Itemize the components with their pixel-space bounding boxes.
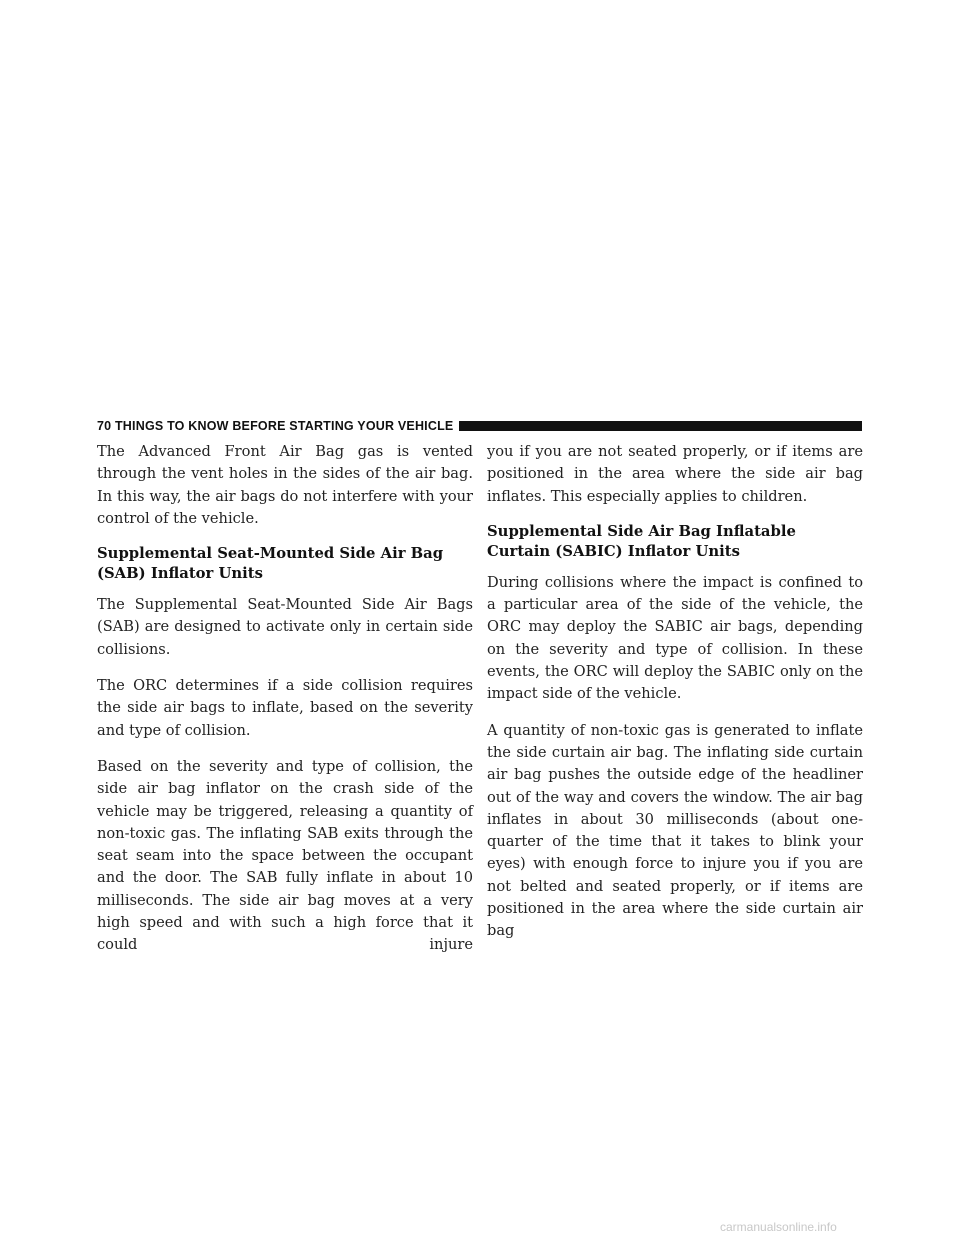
heading-sabic-inflator-units: Supplemental Side Air Bag Inflatable Curtain (SABIC) Inflator Units [487,522,796,560]
right-column [487,441,863,957]
page-number-and-section-title: 70 THINGS TO KNOW BEFORE STARTING YOUR VEHICLE [97,419,454,433]
watermark-text: carmanualsonline.info [720,1220,837,1234]
paragraph-sab-continued: you if you are not seated properly, or if items are positioned in the area where the side air bag inflates. This especially applies to children. [487,443,863,505]
paragraph-sab-designed: The Supplemental Seat-Mounted Side Air Bags (SAB) are designed to activate only in certain side collisions. [97,596,473,658]
paragraph-sabic-inflation: A quantity of non-toxic gas is generated to inflate the side curtain air bag. The inflating side curtain air bag pushes the outside edge of the headliner out of the way and covers the window. The air bag inflates in about 30 milliseconds (about one-quarter of the time that it takes to blink your eyes) with enough force to injure you if you are not belted and seated properly, or if items are positioned in the area where the side curtain air bag [487,721,863,940]
heading-sab-inflator-units: Supplemental Seat-Mounted Side Air Bag (SAB) Inflator Units [97,545,444,583]
header-rule [459,421,862,431]
paragraph-gas-vented: The Advanced Front Air Bag gas is vented through the vent holes in the sides of the air bag. In this way, the air bags do not interfere with your control of the vehicle. [97,443,473,527]
paragraph-sabic-collisions: During collisions where the impact is confined to a particular area of the side of the vehicle, the ORC may deploy the SABIC air bags, depending on the severity and type of collision. In these events, the ORC will deploy the SABIC only on the impact side of the vehicle. [487,573,863,703]
paragraph-sab-deployment: Based on the severity and type of collision, the side air bag inflator on the crash side of the vehicle may be triggered, releasing a quantity of non-toxic gas. The inflating SAB exits through the seat seam into the space between the occupant and the door. The SAB fully inflate in about 10 milliseconds. The side air bag moves at a very high speed and with such a high force that it could injure [97,757,473,954]
page-header [97,418,862,434]
paragraph-orc-determines: The ORC determines if a side collision requires the side air bags to inflate, based on the severity and type of collision. [97,677,473,739]
left-column [97,441,473,971]
